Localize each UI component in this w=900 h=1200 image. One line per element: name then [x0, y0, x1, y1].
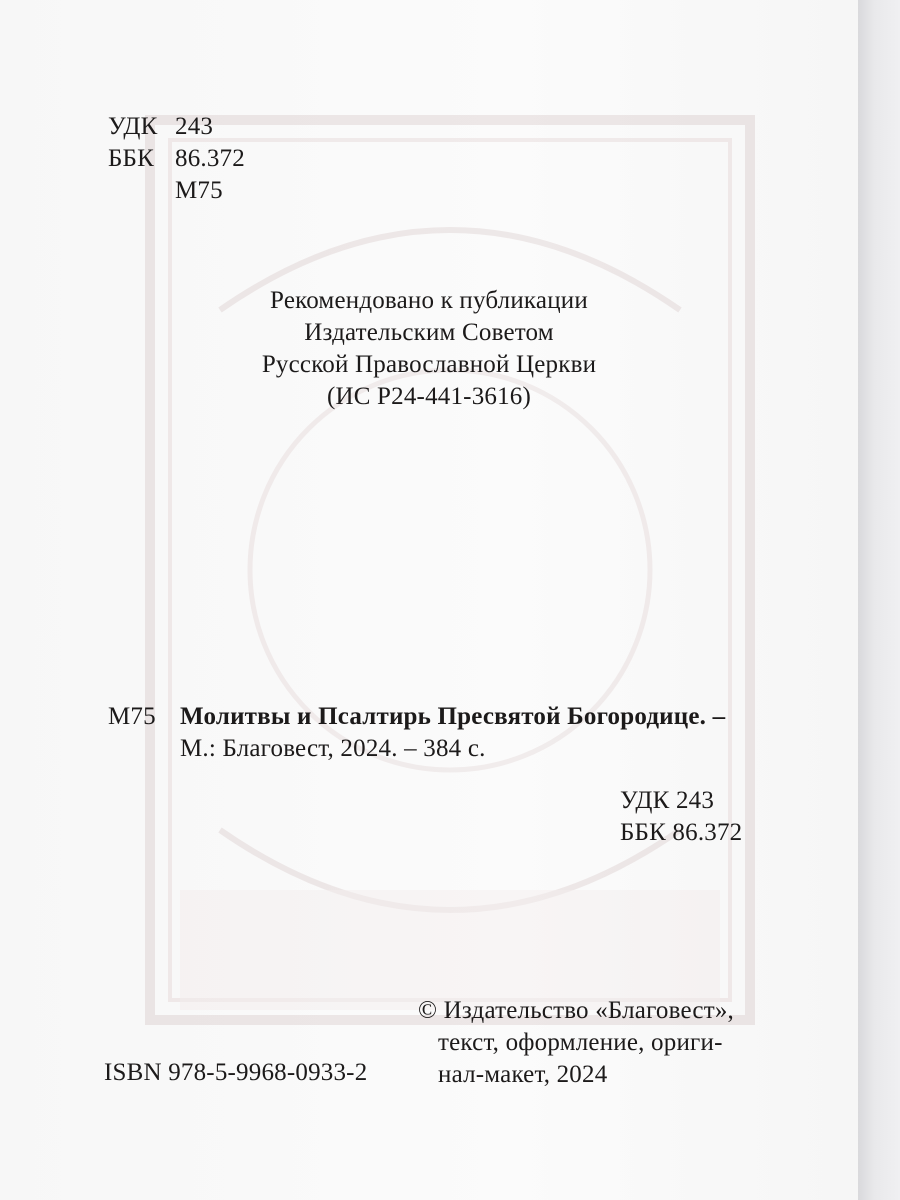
copyright-line: текст, оформление, ориги-	[438, 1029, 723, 1056]
approval-line: Русской Православной Церкви	[261, 351, 597, 378]
udk-value: 243	[175, 113, 214, 140]
bleed-through-ornament	[140, 110, 760, 1030]
record-title: Молитвы и Псалтирь Пресвятой Богородице. –	[180, 703, 726, 730]
copyright-line: нал-макет, 2024	[438, 1061, 608, 1088]
isbn: ISBN 978-5-9968-0933-2	[104, 1059, 368, 1086]
bbk-label: ББК	[108, 145, 154, 172]
page-edge	[858, 0, 900, 1200]
record-bbk: ББК 86.372	[620, 819, 743, 846]
record-imprint: М.: Благовест, 2024. – 384 с.	[180, 735, 486, 762]
bbk-value: 86.372	[175, 145, 245, 172]
record-author-sign: М75	[108, 703, 156, 730]
approval-code: (ИС Р24-441-3616)	[326, 383, 532, 410]
approval-line: Рекомендовано к публикации	[270, 287, 588, 314]
record-udk: УДК 243	[620, 787, 715, 814]
udk-label: УДК	[108, 113, 158, 140]
approval-line: Издательским Советом	[304, 319, 554, 346]
copyright-line: © Издательство «Благовест»,	[418, 997, 734, 1024]
author-sign: М75	[175, 177, 223, 204]
